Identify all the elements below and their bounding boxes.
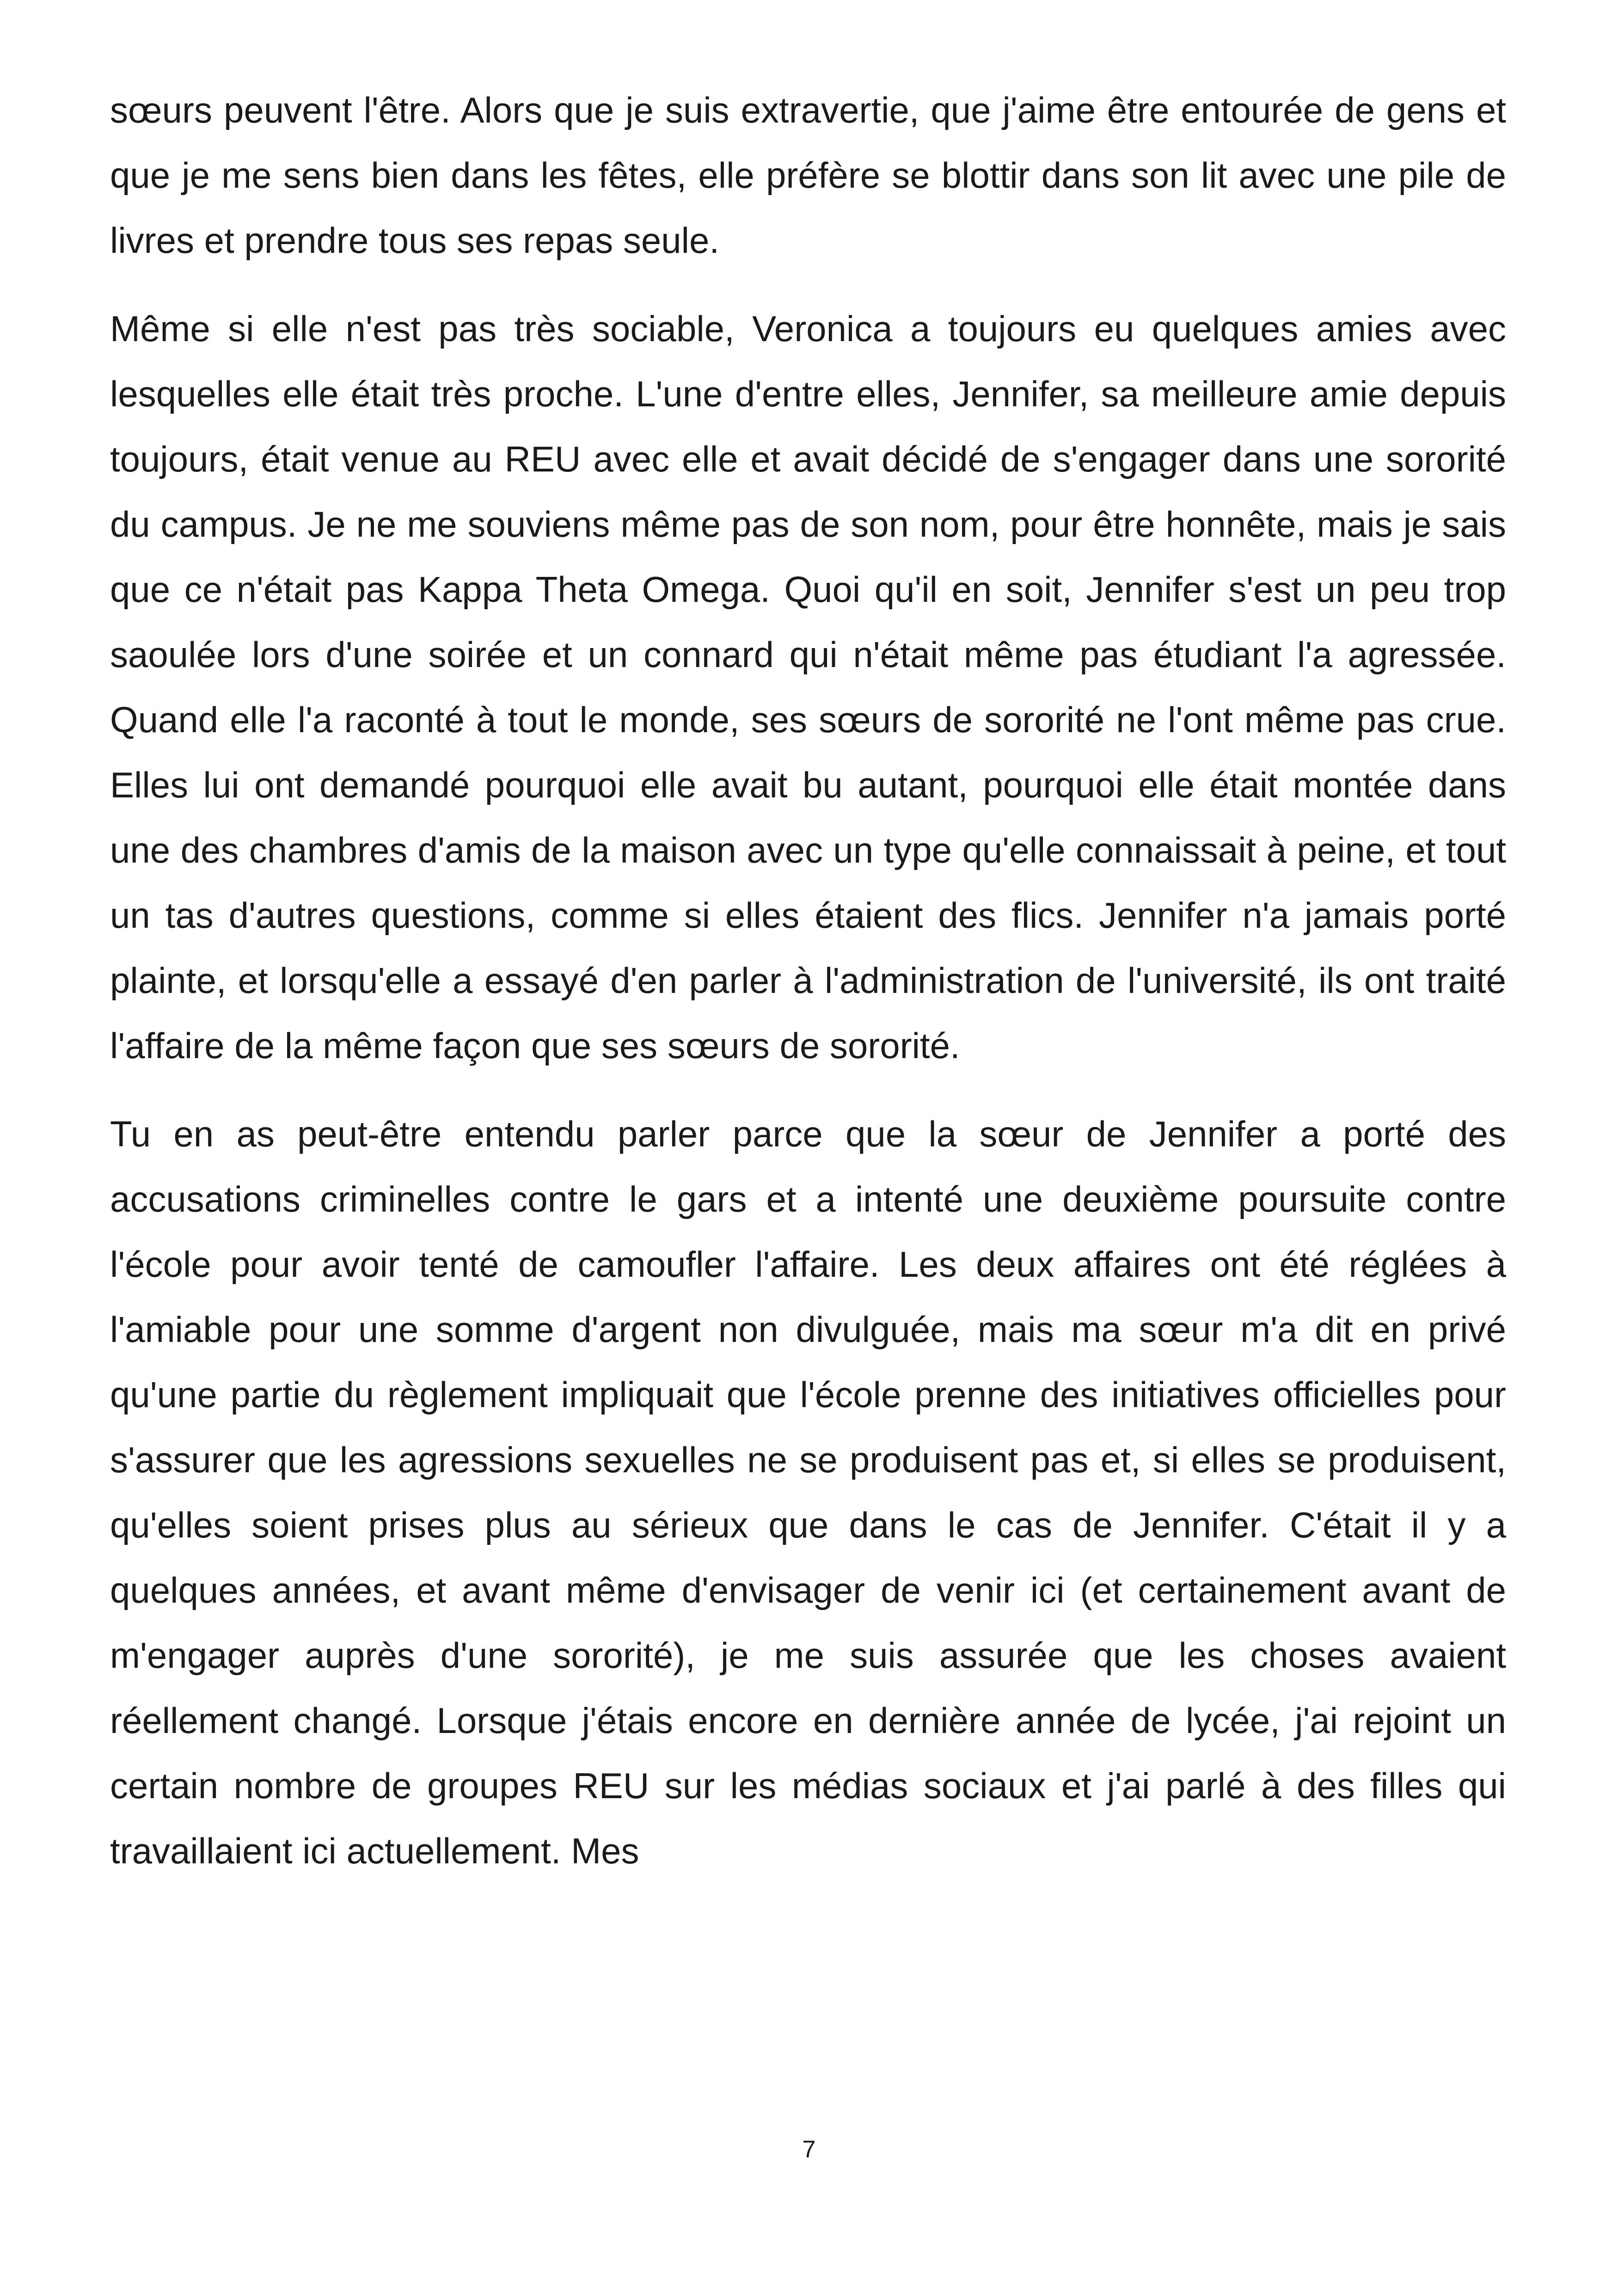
page-number: 7	[802, 2136, 816, 2163]
paragraph-1: sœurs peuvent l'être. Alors que je suis extravertie, que j'aime être entourée de gens et que je me sens bien dans les fêtes, elle préfère se blottir dans son lit avec une pile de livres et prendre tous ses repas seule.	[110, 90, 1506, 261]
paragraph-2: Même si elle n'est pas très sociable, Veronica a toujours eu quelques amies avec lesquelles elle était très proche. L'une d'entre elles, Jennifer, sa meilleure amie depuis toujours, était venue au REU avec elle et avait décidé de s'engager dans une sororité du campus. Je ne me souviens même pas de son nom, pour être honnête, mais je sais que ce n'était pas Kappa Theta Omega. Quoi qu'il en soit, Jennifer s'est un peu trop saoulée lors d'une soirée et un connard qui n'était même pas étudiant l'a agressée. Quand elle l'a raconté à tout le monde, ses sœurs de sororité ne l'ont même pas crue. Elles lui ont demandé pourquoi elle avait bu autant, pourquoi elle était montée dans une des chambres d'amis de la maison avec un type qu'elle connaissait à peine, et tout un tas d'autres questions, comme si elles étaient des flics. Jennifer n'a jamais porté plainte, et lorsqu'elle a essayé d'en parler à l'administration de l'université, ils ont traité l'affaire de la même façon que ses sœurs de sororité.	[110, 308, 1506, 1066]
paragraph-3: Tu en as peut-être entendu parler parce que la sœur de Jennifer a porté des accusations criminelles contre le gars et a intenté une deuxième poursuite contre l'école pour avoir tenté de camoufler l'affaire. Les deux affaires ont été réglées à l'amiable pour une somme d'argent non divulguée, mais ma sœur m'a dit en privé qu'une partie du règlement impliquait que l'école prenne des initiatives officielles pour s'assurer que les agressions sexuelles ne se produisent pas et, si elles se produisent, qu'elles soient prises plus au sérieux que dans le cas de Jennifer. C'était il y a quelques années, et avant même d'envisager de venir ici (et certainement avant de m'engager auprès d'une sororité), je me suis assurée que les choses avaient réellement changé. Lorsque j'étais encore en dernière année de lycée, j'ai rejoint un certain nombre de groupes REU sur les médias sociaux et j'ai parlé à des filles qui travaillaient ici actuellement. Mes	[110, 1114, 1506, 1871]
body-text	[110, 78, 1506, 1907]
